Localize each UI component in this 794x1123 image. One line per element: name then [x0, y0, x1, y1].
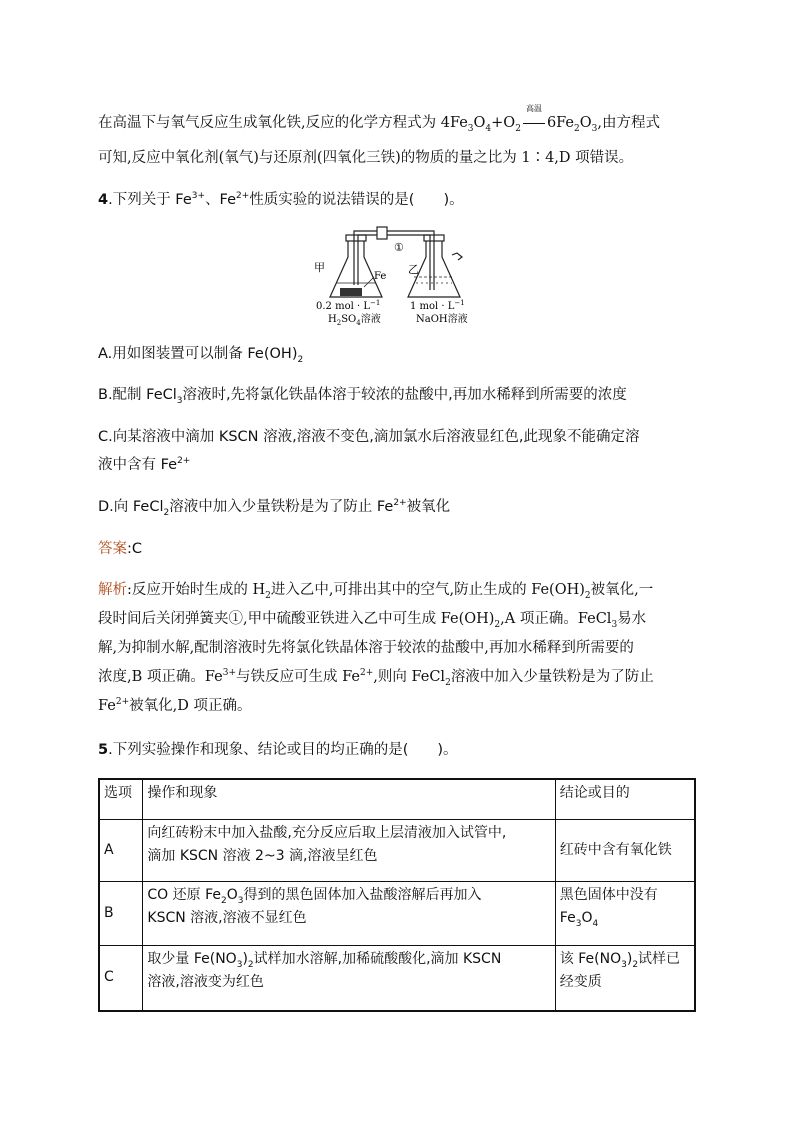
analysis-line-2: 可知,反应中氧化剂(氧气)与还原剂(四氧化三铁)的物质的量之比为 1∶4,D 项错误。	[98, 150, 634, 166]
analysis-4-line-5: $Fe^{2+}$被氧化,D 项正确。	[98, 697, 252, 714]
row-operation: 取少量 $Fe(NO_3)_2$试样加水溶解,加稀硫酸酸化,滴加 KSCN 溶液,溶液变为红色	[143, 945, 555, 1011]
answer: 答案:C	[98, 541, 143, 557]
right-solution: NaOH溶液	[416, 314, 468, 325]
left-concentration: 0.2 mol · $L^{-1}$	[316, 299, 381, 312]
row-operation: 向红砖粉末中加入盐酸,充分反应后取上层清液加入试管中, 滴加 KSCN 溶液 2~3 滴,溶液呈红色	[143, 819, 555, 881]
row-option: B	[99, 881, 143, 945]
row-option: A	[99, 819, 143, 881]
right-concentration: 1 mol · $L^{-1}$	[410, 299, 465, 312]
table-row	[99, 819, 695, 881]
reaction-condition: 高温	[521, 111, 547, 135]
left-solution: $H_2SO_4$溶液	[328, 314, 381, 325]
header-conclusion: 结论或目的	[555, 779, 695, 819]
clip-label: ①	[394, 241, 404, 254]
option-a: A.用如图装置可以制备 $Fe(OH)_2$	[98, 346, 304, 365]
option-c-line-1: C.向某溶液中滴加 KSCN 溶液,溶液不变色,滴加氯水后溶液显红色,此现象不能确定溶	[98, 429, 640, 445]
analysis-4-line-2: 段时间后关闭弹簧夹①,甲中硫酸亚铁进入乙中可生成 $Fe(OH)_2,A$ 项正确。FeCl$_3$易水	[98, 611, 647, 630]
header-option: 选项	[99, 779, 143, 819]
question-4-stem: 4.下列关于 $Fe^{3+}$、$Fe^{2+}$性质实验的说法错误的是( )。	[98, 191, 464, 208]
analysis-4-line-1: 解析:反应开始时生成的 $H_2$进入乙中,可排出其中的空气,防止生成的 $Fe(OH)_2$被氧化,一	[98, 582, 654, 601]
header-operation: 操作和现象	[143, 779, 555, 819]
table-row	[99, 945, 695, 1011]
experiment-table	[98, 778, 696, 1012]
label-fe: Fe	[374, 271, 387, 282]
option-c-line-2: 液中含有 $Fe^{2+}$	[98, 456, 191, 473]
question-5-stem: 5.下列实验操作和现象、结论或目的均正确的是( )。	[98, 742, 458, 758]
option-d: D.向 FeCl$_2$溶液中加入少量铁粉是为了防止 $Fe^{2+}$被氧化	[98, 498, 451, 518]
table-header-row	[99, 779, 695, 819]
label-yi: 乙	[408, 263, 419, 276]
row-option: C	[99, 945, 143, 1011]
row-conclusion: 该 $Fe(NO_3)_2$试样已 经变质	[555, 945, 695, 1011]
flask-jia	[330, 235, 382, 297]
apparatus-figure	[312, 225, 492, 325]
analysis-4-line-3: 解,为抑制水解,配制溶液时先将氯化铁晶体溶于较浓的盐酸中,再加水稀释到所需要的	[98, 640, 634, 656]
row-conclusion: 黑色固体中没有 $Fe_3O_4$	[555, 881, 695, 945]
analysis-4-line-4: 浓度,B 项正确。$Fe^{3+}$与铁反应可生成 $Fe^{2+}$,则向 FeCl$_2$溶液中加入少量铁粉是为了防止	[98, 668, 654, 688]
option-b: B.配制 FeCl$_3$溶液时,先将氯化铁晶体溶于较浓的盐酸中,再加水稀释到所需要的浓度	[98, 387, 627, 406]
label-jia: 甲	[314, 261, 325, 274]
table-row	[99, 881, 695, 945]
row-conclusion: 红砖中含有氧化铁	[555, 819, 695, 881]
analysis-line-1: 在高温下与氧气反应生成氧化铁,反应的化学方程式为 $4Fe_3O_4+O_2$ 高温 $6Fe_2O_3$,由方程式	[98, 104, 660, 134]
row-operation: CO 还原 $Fe_2O_3$得到的黑色固体加入盐酸溶解后再加入 KSCN 溶液,溶液不显红色	[143, 881, 555, 945]
